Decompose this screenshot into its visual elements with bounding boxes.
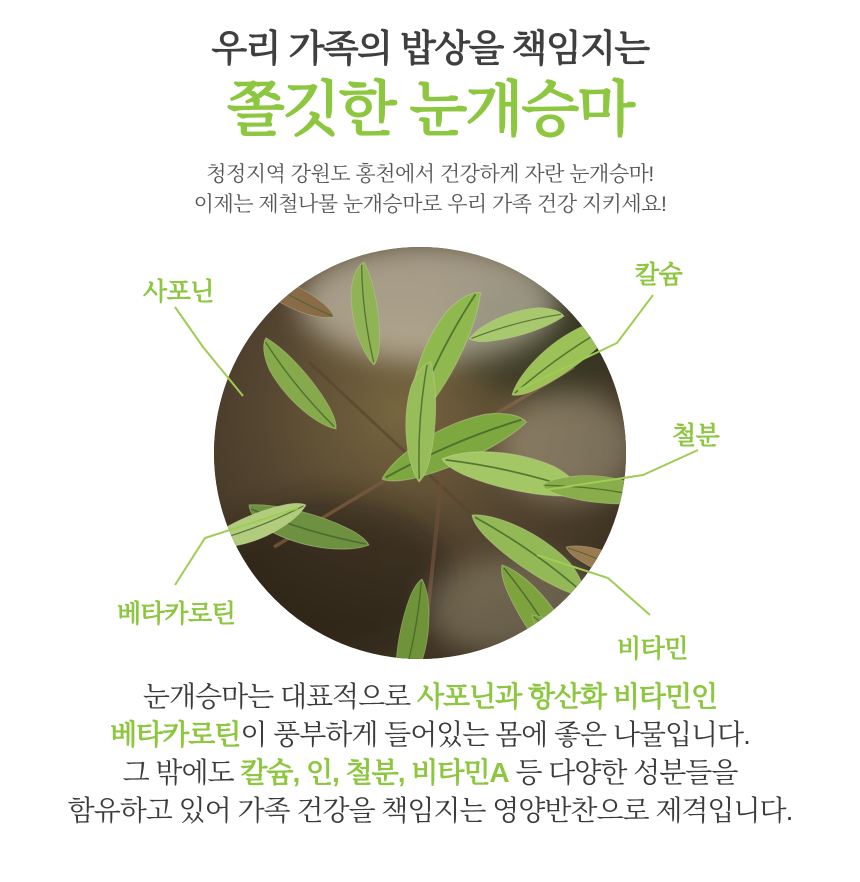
highlight-beta-carotene: 베타카로틴 — [110, 719, 241, 750]
description-text: 이 풍부하게 들어있는 몸에 좋은 나물입니다. — [240, 719, 750, 750]
label-beta-carotene: 베타카로틴 — [117, 600, 236, 628]
description-paragraph — [0, 678, 860, 830]
label-iron: 철분 — [672, 422, 720, 450]
header — [0, 0, 860, 220]
label-saponin: 사포닌 — [143, 278, 214, 306]
subtitle-line-1: 청정지역 강원도 홍천에서 건강하게 자란 눈개승마! — [206, 163, 654, 186]
nutrient-diagram — [0, 245, 860, 665]
description-text: 눈개승마는 대표적으로 — [142, 681, 417, 712]
eyebrow-heading: 우리 가족의 밥상을 책임지는 — [211, 28, 649, 69]
highlight-saponin-vitamin: 사포닌과 항산화 비타민인 — [416, 681, 718, 712]
subtitle-line-2: 이제는 제철나물 눈개승마로 우리 가족 건강 지키세요! — [193, 193, 667, 216]
description-line-3 — [0, 754, 860, 792]
highlight-minerals: 칼슘, 인, 철분, 비타민A — [240, 757, 509, 788]
description-line-2 — [0, 716, 860, 754]
label-calcium: 칼슘 — [635, 261, 683, 289]
plant-photo — [214, 247, 626, 659]
description-text: 등 다양한 성분들을 — [508, 757, 738, 788]
description-line-1 — [0, 678, 860, 716]
description-line-4 — [0, 792, 860, 830]
description-text: 함유하고 있어 가족 건강을 책임지는 영양반찬으로 제격입니다. — [67, 795, 793, 826]
label-vitamin: 비타민 — [617, 635, 688, 663]
plant-photo-art — [214, 247, 626, 659]
description-text: 그 밖에도 — [122, 757, 241, 788]
page-title: 쫄깃한 눈개승마 — [226, 76, 634, 143]
subtitle — [0, 160, 860, 220]
